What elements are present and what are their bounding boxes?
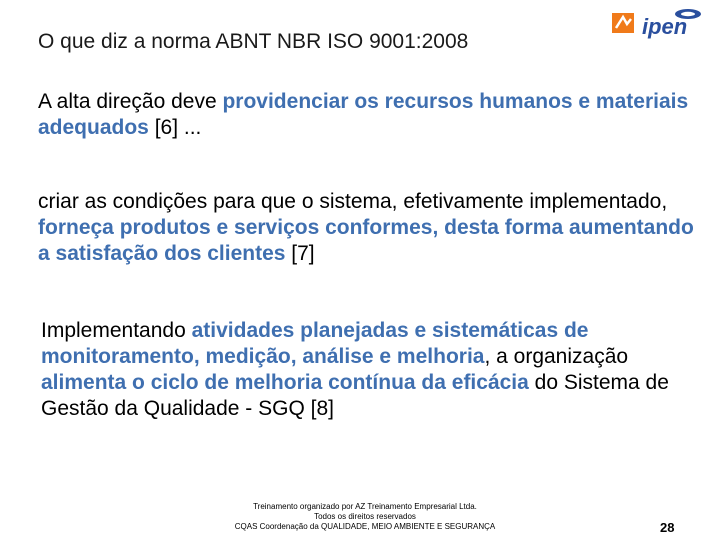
ipen-logo — [604, 4, 716, 40]
paragraph-3 — [41, 318, 691, 422]
p3-text-3: do Sistema de Gestão da Qualidade - SGQ [8] — [41, 371, 669, 420]
p1-highlight-1: providenciar os recursos humanos e materiais adequados — [38, 90, 689, 139]
p1-text-2: [6] ... — [148, 116, 202, 139]
p2-text-1: criar as condições para que o sistema, efetivamente implementado, — [38, 190, 668, 213]
footer-line-3: CQAS Coordenação da QUALIDADE, MEIO AMBIENTE E SEGURANÇA — [234, 522, 496, 531]
logo-wordmark: ipen — [642, 14, 688, 39]
slide-title: O que diz a norma ABNT NBR ISO 9001:2008 — [38, 30, 469, 53]
p1-text-1: A alta direção deve — [38, 90, 223, 113]
footer — [200, 502, 530, 532]
footer-line-2: Todos os direitos reservados — [314, 512, 416, 521]
p3-highlight-1: atividades planejadas e sistemáticas de monitoramento, medição, análise e melhoria — [41, 319, 589, 368]
p3-highlight-2: alimenta o ciclo de melhoria contínua da eficácia — [41, 371, 529, 394]
p2-highlight-1: forneça produtos e serviços conformes, desta forma aumentando a satisfação dos clientes — [38, 216, 694, 265]
p2-text-2: [7] — [285, 242, 315, 265]
paragraph-1 — [38, 89, 708, 141]
p3-text-1: Implementando — [41, 319, 192, 342]
page-number: 28 — [660, 520, 675, 535]
p3-text-2: , a organização — [484, 345, 629, 368]
paragraph-2 — [38, 189, 708, 267]
footer-line-1: Treinamento organizado por AZ Treinamento Empresarial Ltda. — [253, 502, 477, 511]
